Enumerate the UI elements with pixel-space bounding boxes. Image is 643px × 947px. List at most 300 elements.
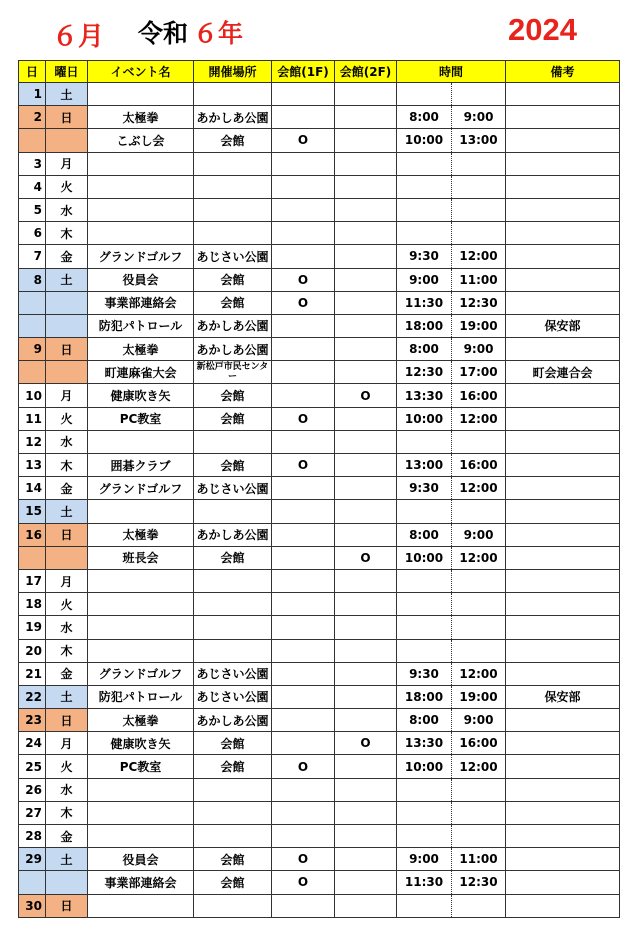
cell-hall-1f <box>272 569 335 592</box>
cell-note <box>506 268 620 291</box>
cell-event <box>88 198 194 221</box>
cell-event <box>88 593 194 616</box>
cell-event: 町連麻雀大会 <box>88 361 194 384</box>
cell-weekday: 日 <box>46 523 88 546</box>
cell-weekday: 月 <box>46 384 88 407</box>
cell-hall-2f <box>335 338 397 361</box>
cell-weekday: 火 <box>46 175 88 198</box>
cell-place <box>194 778 272 801</box>
cell-end-time <box>452 616 506 639</box>
cell-end-time: 16:00 <box>452 384 506 407</box>
cell-end-time <box>452 593 506 616</box>
cell-end-time <box>452 500 506 523</box>
cell-day: 16 <box>19 523 46 546</box>
cell-day <box>19 361 46 384</box>
cell-note <box>506 152 620 175</box>
cell-note <box>506 871 620 894</box>
cell-start-time <box>397 778 452 801</box>
schedule-table <box>18 60 620 918</box>
cell-start-time <box>397 825 452 848</box>
cell-event <box>88 801 194 824</box>
cell-event: 囲碁クラブ <box>88 454 194 477</box>
cell-place: 会館 <box>194 454 272 477</box>
cell-hall-2f: O <box>335 732 397 755</box>
cell-note <box>506 106 620 129</box>
cell-note <box>506 430 620 453</box>
cell-day: 23 <box>19 709 46 732</box>
cell-hall-2f <box>335 245 397 268</box>
table-row <box>19 407 620 430</box>
cell-day: 21 <box>19 662 46 685</box>
table-row <box>19 106 620 129</box>
cell-hall-1f <box>272 361 335 384</box>
cell-end-time: 12:00 <box>452 245 506 268</box>
cell-hall-2f <box>335 662 397 685</box>
cell-start-time: 8:00 <box>397 709 452 732</box>
cell-end-time: 16:00 <box>452 454 506 477</box>
cell-day: 27 <box>19 801 46 824</box>
cell-end-time: 17:00 <box>452 361 506 384</box>
cell-day: 17 <box>19 569 46 592</box>
era-number: ６年 <box>193 19 244 48</box>
table-row <box>19 198 620 221</box>
cell-weekday: 木 <box>46 454 88 477</box>
col-header-note: 備考 <box>506 61 620 83</box>
cell-place <box>194 569 272 592</box>
cell-day: 18 <box>19 593 46 616</box>
cell-start-time: 10:00 <box>397 407 452 430</box>
table-row <box>19 523 620 546</box>
cell-place: 会館 <box>194 291 272 314</box>
cell-place: あじさい公園 <box>194 662 272 685</box>
col-header-day: 日 <box>19 61 46 83</box>
cell-end-time <box>452 639 506 662</box>
cell-event <box>88 778 194 801</box>
cell-start-time <box>397 569 452 592</box>
cell-hall-2f <box>335 848 397 871</box>
cell-hall-1f <box>272 314 335 337</box>
cell-event: 役員会 <box>88 268 194 291</box>
cell-hall-1f: O <box>272 871 335 894</box>
cell-note: 保安部 <box>506 314 620 337</box>
cell-start-time <box>397 175 452 198</box>
cell-hall-1f <box>272 222 335 245</box>
cell-hall-1f <box>272 662 335 685</box>
cell-weekday: 火 <box>46 407 88 430</box>
cell-weekday: 金 <box>46 477 88 500</box>
cell-note <box>506 709 620 732</box>
cell-hall-1f: O <box>272 129 335 152</box>
cell-weekday: 金 <box>46 662 88 685</box>
cell-day: 25 <box>19 755 46 778</box>
cell-start-time: 12:30 <box>397 361 452 384</box>
cell-note <box>506 523 620 546</box>
cell-place <box>194 593 272 616</box>
cell-event: 事業部連絡会 <box>88 871 194 894</box>
cell-end-time <box>452 778 506 801</box>
cell-start-time <box>397 639 452 662</box>
cell-event <box>88 152 194 175</box>
schedule-rows <box>19 83 620 918</box>
cell-event: こぶし会 <box>88 129 194 152</box>
cell-weekday <box>46 546 88 569</box>
cell-start-time: 13:00 <box>397 454 452 477</box>
cell-start-time <box>397 83 452 106</box>
cell-day: 2 <box>19 106 46 129</box>
cell-start-time <box>397 616 452 639</box>
cell-day: 26 <box>19 778 46 801</box>
cell-note <box>506 500 620 523</box>
cell-start-time: 8:00 <box>397 338 452 361</box>
cell-day: 19 <box>19 616 46 639</box>
table-row <box>19 616 620 639</box>
cell-end-time: 19:00 <box>452 685 506 708</box>
cell-day: 12 <box>19 430 46 453</box>
cell-hall-2f <box>335 709 397 732</box>
cell-event <box>88 569 194 592</box>
cell-weekday: 土 <box>46 268 88 291</box>
cell-place <box>194 894 272 917</box>
cell-note <box>506 129 620 152</box>
cell-weekday: 火 <box>46 593 88 616</box>
table-row <box>19 454 620 477</box>
cell-hall-1f <box>272 152 335 175</box>
cell-note <box>506 83 620 106</box>
cell-start-time <box>397 152 452 175</box>
col-header-weekday: 曜日 <box>46 61 88 83</box>
cell-hall-2f <box>335 175 397 198</box>
cell-day: 11 <box>19 407 46 430</box>
table-row <box>19 291 620 314</box>
cell-hall-1f <box>272 709 335 732</box>
table-row <box>19 894 620 917</box>
cell-weekday <box>46 314 88 337</box>
page-header <box>0 10 643 50</box>
cell-event: グランドゴルフ <box>88 477 194 500</box>
cell-start-time: 9:00 <box>397 848 452 871</box>
cell-hall-2f <box>335 291 397 314</box>
col-header-hall-2f: 会館(2F) <box>335 61 397 83</box>
cell-hall-2f <box>335 198 397 221</box>
cell-end-time <box>452 83 506 106</box>
cell-note <box>506 848 620 871</box>
cell-place: あかしあ公園 <box>194 106 272 129</box>
table-row <box>19 83 620 106</box>
cell-end-time: 9:00 <box>452 709 506 732</box>
cell-end-time: 12:00 <box>452 407 506 430</box>
cell-event <box>88 175 194 198</box>
cell-event: 防犯パトロール <box>88 685 194 708</box>
cell-place: 会館 <box>194 755 272 778</box>
cell-event: 班長会 <box>88 546 194 569</box>
cell-note <box>506 477 620 500</box>
cell-weekday: 月 <box>46 152 88 175</box>
cell-hall-2f <box>335 407 397 430</box>
table-row <box>19 755 620 778</box>
era-label: 令和 <box>138 19 189 48</box>
cell-hall-2f <box>335 778 397 801</box>
cell-event: 役員会 <box>88 848 194 871</box>
cell-place: あかしあ公園 <box>194 314 272 337</box>
cell-start-time: 18:00 <box>397 314 452 337</box>
cell-hall-2f <box>335 83 397 106</box>
cell-hall-2f <box>335 106 397 129</box>
table-row <box>19 175 620 198</box>
cell-hall-2f <box>335 222 397 245</box>
cell-weekday <box>46 129 88 152</box>
cell-event <box>88 430 194 453</box>
cell-note <box>506 825 620 848</box>
cell-event: 太極拳 <box>88 338 194 361</box>
cell-event: 太極拳 <box>88 709 194 732</box>
cell-event: グランドゴルフ <box>88 662 194 685</box>
year-title: 2024 <box>508 12 577 47</box>
cell-weekday: 日 <box>46 894 88 917</box>
table-row <box>19 314 620 337</box>
cell-hall-1f <box>272 732 335 755</box>
cell-start-time: 11:30 <box>397 871 452 894</box>
cell-end-time: 12:00 <box>452 755 506 778</box>
cell-start-time: 9:30 <box>397 662 452 685</box>
cell-weekday: 金 <box>46 825 88 848</box>
cell-hall-1f <box>272 616 335 639</box>
cell-place <box>194 639 272 662</box>
cell-day: 7 <box>19 245 46 268</box>
cell-weekday: 月 <box>46 569 88 592</box>
cell-hall-2f <box>335 268 397 291</box>
cell-end-time: 12:00 <box>452 546 506 569</box>
cell-note <box>506 662 620 685</box>
cell-day: 24 <box>19 732 46 755</box>
cell-place: 会館 <box>194 546 272 569</box>
table-row <box>19 338 620 361</box>
cell-hall-2f <box>335 314 397 337</box>
cell-hall-2f <box>335 477 397 500</box>
cell-weekday: 土 <box>46 500 88 523</box>
cell-day: 13 <box>19 454 46 477</box>
cell-start-time <box>397 801 452 824</box>
table-row <box>19 825 620 848</box>
cell-note <box>506 569 620 592</box>
cell-place: 会館 <box>194 871 272 894</box>
cell-weekday: 土 <box>46 848 88 871</box>
cell-note <box>506 778 620 801</box>
cell-hall-2f <box>335 801 397 824</box>
cell-place: 会館 <box>194 407 272 430</box>
cell-day: 8 <box>19 268 46 291</box>
table-row <box>19 593 620 616</box>
cell-place: 会館 <box>194 268 272 291</box>
cell-place <box>194 175 272 198</box>
cell-hall-1f <box>272 685 335 708</box>
cell-hall-1f: O <box>272 454 335 477</box>
table-row <box>19 384 620 407</box>
cell-event <box>88 500 194 523</box>
cell-hall-1f: O <box>272 268 335 291</box>
cell-hall-1f <box>272 546 335 569</box>
cell-note <box>506 894 620 917</box>
cell-hall-2f <box>335 152 397 175</box>
cell-place: 会館 <box>194 129 272 152</box>
cell-event: グランドゴルフ <box>88 245 194 268</box>
table-row <box>19 430 620 453</box>
cell-hall-2f: O <box>335 546 397 569</box>
cell-event: 太極拳 <box>88 523 194 546</box>
cell-note: 町会連合会 <box>506 361 620 384</box>
cell-note <box>506 384 620 407</box>
table-row <box>19 778 620 801</box>
cell-end-time: 12:30 <box>452 871 506 894</box>
cell-end-time <box>452 222 506 245</box>
col-header-hall-1f: 会館(1F) <box>272 61 335 83</box>
cell-note <box>506 222 620 245</box>
cell-end-time: 13:00 <box>452 129 506 152</box>
table-row <box>19 361 620 384</box>
cell-place: 新松戸市民センター <box>194 361 272 384</box>
cell-event: 太極拳 <box>88 106 194 129</box>
cell-end-time <box>452 894 506 917</box>
cell-hall-1f <box>272 338 335 361</box>
cell-hall-2f <box>335 639 397 662</box>
cell-note <box>506 407 620 430</box>
cell-event <box>88 894 194 917</box>
table-row <box>19 245 620 268</box>
cell-place: あかしあ公園 <box>194 523 272 546</box>
cell-hall-2f <box>335 685 397 708</box>
cell-hall-2f <box>335 894 397 917</box>
cell-end-time: 16:00 <box>452 732 506 755</box>
cell-weekday: 水 <box>46 430 88 453</box>
cell-weekday: 月 <box>46 732 88 755</box>
cell-day: 29 <box>19 848 46 871</box>
cell-event: PC教室 <box>88 407 194 430</box>
cell-start-time <box>397 593 452 616</box>
cell-end-time: 9:00 <box>452 523 506 546</box>
table-row <box>19 709 620 732</box>
cell-weekday: 日 <box>46 106 88 129</box>
cell-start-time: 9:30 <box>397 477 452 500</box>
cell-event: 健康吹き矢 <box>88 384 194 407</box>
cell-hall-1f <box>272 198 335 221</box>
cell-event <box>88 639 194 662</box>
cell-start-time <box>397 222 452 245</box>
cell-end-time: 12:00 <box>452 662 506 685</box>
cell-hall-2f <box>335 755 397 778</box>
table-row <box>19 662 620 685</box>
cell-event: 健康吹き矢 <box>88 732 194 755</box>
cell-end-time: 19:00 <box>452 314 506 337</box>
cell-start-time: 13:30 <box>397 384 452 407</box>
cell-start-time <box>397 198 452 221</box>
cell-weekday: 木 <box>46 801 88 824</box>
table-row <box>19 129 620 152</box>
cell-place: 会館 <box>194 384 272 407</box>
cell-day <box>19 871 46 894</box>
header-row <box>19 61 620 83</box>
cell-start-time: 8:00 <box>397 523 452 546</box>
cell-event <box>88 222 194 245</box>
cell-weekday: 木 <box>46 222 88 245</box>
table-row <box>19 546 620 569</box>
cell-hall-1f <box>272 106 335 129</box>
cell-end-time: 11:00 <box>452 848 506 871</box>
cell-end-time <box>452 801 506 824</box>
cell-hall-1f: O <box>272 291 335 314</box>
cell-hall-2f <box>335 361 397 384</box>
cell-hall-1f <box>272 593 335 616</box>
cell-end-time: 11:00 <box>452 268 506 291</box>
cell-end-time: 12:00 <box>452 477 506 500</box>
cell-weekday: 日 <box>46 338 88 361</box>
table-row <box>19 848 620 871</box>
cell-hall-1f <box>272 384 335 407</box>
col-header-event: イベント名 <box>88 61 194 83</box>
cell-hall-1f <box>272 778 335 801</box>
cell-hall-2f <box>335 825 397 848</box>
cell-end-time: 9:00 <box>452 106 506 129</box>
cell-day: 9 <box>19 338 46 361</box>
table-row <box>19 222 620 245</box>
cell-note <box>506 546 620 569</box>
cell-event: 防犯パトロール <box>88 314 194 337</box>
cell-note <box>506 593 620 616</box>
cell-day: 4 <box>19 175 46 198</box>
cell-day <box>19 546 46 569</box>
cell-day <box>19 129 46 152</box>
cell-hall-1f <box>272 430 335 453</box>
cell-day: 22 <box>19 685 46 708</box>
cell-hall-2f <box>335 616 397 639</box>
cell-event <box>88 83 194 106</box>
cell-place <box>194 152 272 175</box>
cell-end-time <box>452 152 506 175</box>
table-row <box>19 732 620 755</box>
cell-weekday <box>46 291 88 314</box>
cell-place: あかしあ公園 <box>194 338 272 361</box>
cell-hall-2f <box>335 454 397 477</box>
cell-hall-2f: O <box>335 384 397 407</box>
cell-day: 15 <box>19 500 46 523</box>
cell-weekday <box>46 361 88 384</box>
cell-start-time: 10:00 <box>397 755 452 778</box>
cell-day: 10 <box>19 384 46 407</box>
cell-start-time: 9:30 <box>397 245 452 268</box>
cell-day: 28 <box>19 825 46 848</box>
cell-place <box>194 83 272 106</box>
cell-day <box>19 314 46 337</box>
cell-weekday: 土 <box>46 685 88 708</box>
cell-place <box>194 801 272 824</box>
cell-event: 事業部連絡会 <box>88 291 194 314</box>
cell-start-time: 10:00 <box>397 546 452 569</box>
cell-start-time <box>397 430 452 453</box>
cell-place <box>194 222 272 245</box>
cell-end-time <box>452 175 506 198</box>
cell-note <box>506 291 620 314</box>
cell-place <box>194 198 272 221</box>
col-header-place: 開催場所 <box>194 61 272 83</box>
cell-place: あかしあ公園 <box>194 709 272 732</box>
cell-place <box>194 825 272 848</box>
table-row <box>19 268 620 291</box>
cell-end-time <box>452 430 506 453</box>
cell-hall-1f <box>272 801 335 824</box>
cell-hall-1f <box>272 245 335 268</box>
cell-note <box>506 245 620 268</box>
cell-hall-2f <box>335 871 397 894</box>
table-row <box>19 152 620 175</box>
table-row <box>19 500 620 523</box>
